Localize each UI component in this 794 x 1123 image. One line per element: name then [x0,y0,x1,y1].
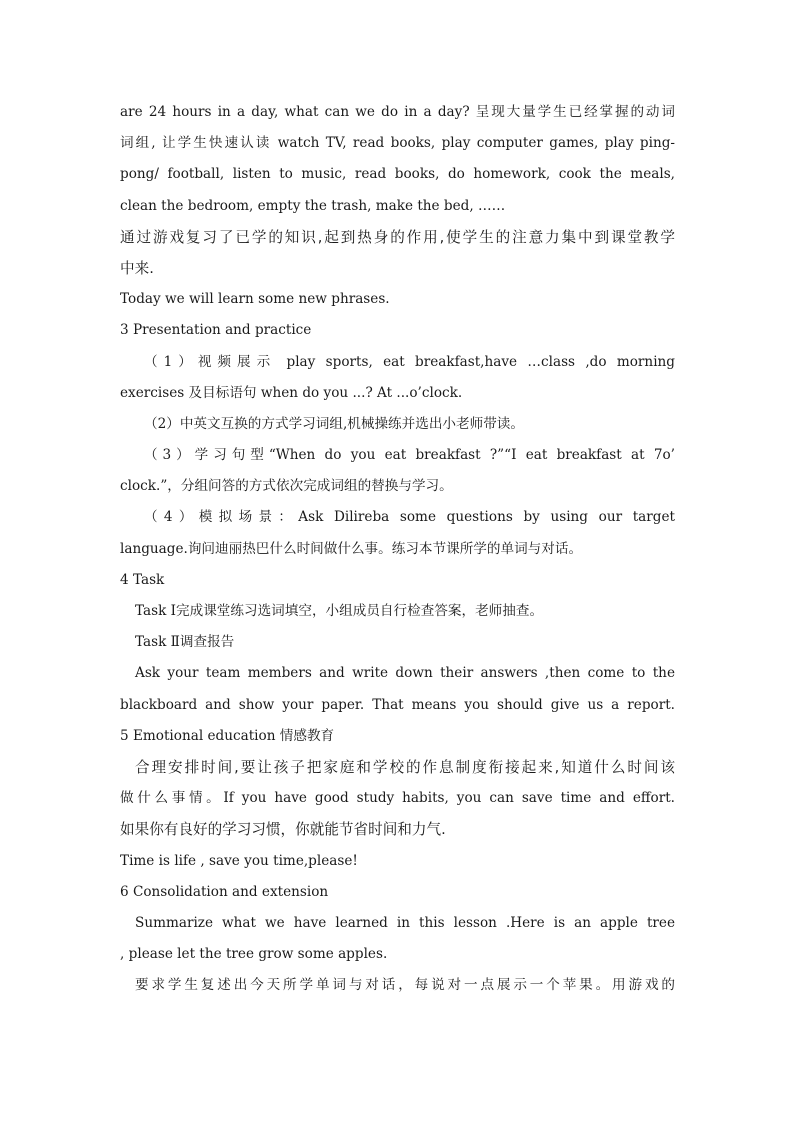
body-line: blackboard and show your paper. That means you should give us a report. [120,696,675,713]
section-heading: 6 Consolidation and extension [120,883,329,900]
body-line: 要求学生复述出今天所学单词与对话，每说对一点展示一个苹果。用游戏的 [135,977,675,994]
body-line: clean the bedroom, empty the trash, make the bed, …… [120,197,506,214]
body-line: exercises 及目标语句 when do you ...? At ...o’clock. [120,384,463,401]
body-line: 合理安排时间,要让孩子把家庭和学校的作息制度衔接起来,知道什么时间该 [135,758,675,776]
section-heading: 4 Task [120,571,165,588]
body-line: （3）学习句型“When do you eat breakfast ?”“I eat breakfast at 7o’ [144,447,675,464]
lesson-plan-body [120,97,675,1001]
body-line: , please let the tree grow some apples. [120,946,388,963]
body-line: 中来. [120,259,154,277]
body-line: （1）视频展示 play sports, eat breakfast,have …class ,do morning [144,353,675,370]
body-line: Task Ⅱ调查报告 [135,634,235,651]
body-line: 通过游戏复习了已学的知识,起到热身的作用,使学生的注意力集中到课堂教学 [120,228,675,246]
body-line: clock.”，分组问答的方式依次完成词组的替换与学习。 [120,478,453,495]
body-line: 如果你有良好的学习习惯，你就能节省时间和力气. [120,821,446,839]
body-line: Task Ⅰ完成课堂练习选词填空，小组成员自行检查答案，老师抽查。 [135,603,544,619]
body-line: 做什么事情。If you have good study habits, you can save time and effort. [120,790,675,807]
body-line: Time is life , save you time,please! [120,852,358,869]
body-line: language.询问迪丽热巴什么时间做什么事。练习本节课所学的单词与对话。 [120,540,583,557]
body-line: pong/ football, listen to music, read books, do homework, cook the meals, [120,166,675,183]
body-line: Today we will learn some new phrases. [120,291,390,308]
body-line: 词组, 让学生快速认读 watch TV, read books, play computer games, play ping- [120,135,675,152]
body-line: （2）中英文互换的方式学习词组,机械操练并选出小老师带读。 [144,415,524,432]
body-line: Ask your team members and write down their answers ,then come to the [135,665,675,682]
body-line: （4）模拟场景：Ask Dilireba some questions by using our target [144,509,675,526]
body-line: Summarize what we have learned in this lesson .Here is an apple tree [135,914,675,931]
section-heading: 3 Presentation and practice [120,322,312,339]
section-heading: 5 Emotional education 情感教育 [120,727,335,744]
body-line: are 24 hours in a day, what can we do in a day? 呈现大量学生已经掌握的动词 [120,104,675,120]
